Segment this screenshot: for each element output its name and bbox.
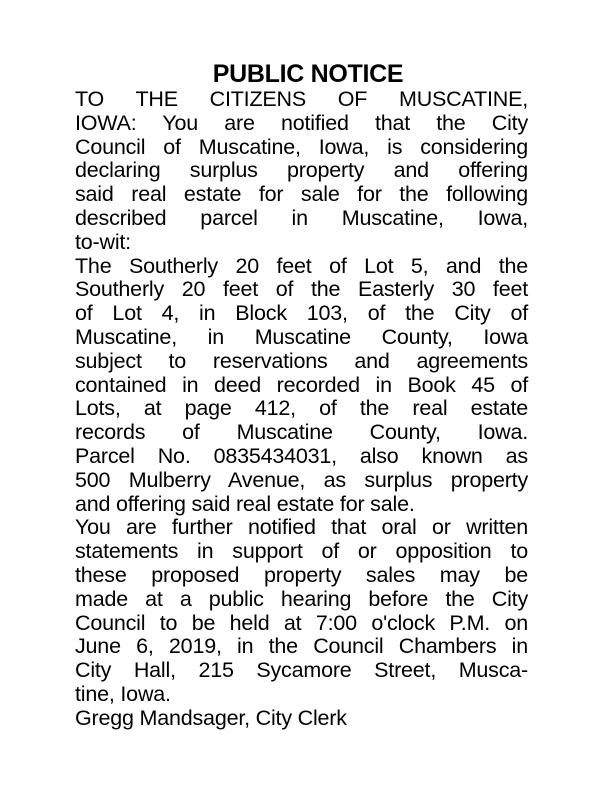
notice-line: these proposed property sales may be: [75, 562, 528, 587]
notice-line: Lots, at page 412, of the real estate: [75, 396, 528, 421]
notice-line: Gregg Mandsager, City Clerk: [75, 705, 347, 730]
notice-line: Southerly 20 feet of the Easterly 30 feet: [75, 277, 528, 302]
notice-line: of Lot 4, in Block 103, of the City of: [75, 301, 528, 326]
notice-line: June 6, 2019, in the Council Chambers in: [75, 634, 528, 659]
notice-line: made at a public hearing before the City: [75, 586, 528, 611]
notice-line: Council of Muscatine, Iowa, is considering: [75, 134, 528, 159]
notice-line: Parcel No. 0835434031, also known as: [75, 443, 528, 468]
notice-line: Council to be held at 7:00 o'clock P.M. on: [75, 610, 528, 635]
notice-line: to-wit:: [75, 229, 131, 254]
notice-line: statements in support of or opposition to: [75, 539, 528, 564]
notice-line: subject to reservations and agreements: [75, 348, 528, 373]
notice-line: City Hall, 215 Sycamore Street, Musca-: [75, 658, 528, 683]
notice-line: records of Muscatine County, Iowa.: [75, 420, 528, 445]
notice-line: IOWA: You are notified that the City: [75, 110, 528, 135]
notice-line: TO THE CITIZENS OF MUSCATINE,: [75, 87, 528, 111]
notice-line: The Southerly 20 feet of Lot 5, and the: [75, 253, 528, 278]
notice-title: PUBLIC NOTICE: [212, 60, 404, 88]
notice-line: Muscatine, in Muscatine County, Iowa: [75, 324, 528, 349]
notice-line: said real estate for sale for the following: [75, 182, 528, 207]
notice-line: tine, Iowa.: [75, 681, 171, 706]
notice-line: declaring surplus property and offering: [75, 158, 528, 183]
notice-line: contained in deed recorded in Book 45 of: [75, 372, 528, 397]
notice-line: 500 Mulberry Avenue, as surplus property: [75, 467, 528, 492]
notice-line: and offering said real estate for sale.: [75, 491, 415, 516]
notice-line: described parcel in Muscatine, Iowa,: [75, 205, 528, 230]
notice-line: You are further notified that oral or written: [75, 515, 528, 540]
notice-body: [75, 88, 528, 731]
